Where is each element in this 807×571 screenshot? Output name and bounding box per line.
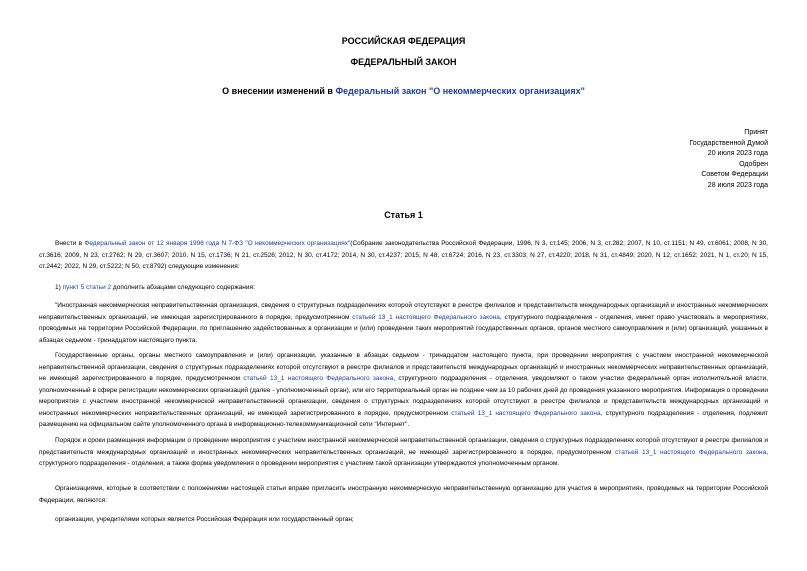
law-reference-link[interactable]: Федеральный закон от 12 января 1996 года N 7-ФЗ "О некоммерческих организациях" bbox=[84, 240, 351, 247]
approved-label: Одобрен bbox=[739, 160, 768, 168]
item-1: 1) пункт 5 статьи 2 дополнить абзацами следующего содержания: bbox=[55, 284, 255, 291]
law-title-link[interactable]: Федеральный закон "О некоммерческих организациях" bbox=[335, 86, 585, 96]
adoption-block bbox=[689, 128, 768, 191]
article-title: Статья 1 bbox=[384, 210, 423, 220]
paragraph-5: организации, учредителями которых является Российская Федерация или государственный орган; bbox=[55, 516, 354, 523]
paragraph-3-link[interactable]: статьей 13_1 настоящего Федерального закона bbox=[615, 448, 767, 456]
item-1-link[interactable]: пункт 5 статьи 2 bbox=[62, 284, 112, 291]
paragraph-1: "Иностранная некоммерческая неправительственная организация, сведения о структурных подразделениях которой отсутствуют в реестре филиалов и представительств международных организаций и иностранных некоммерческих неправительственных организаций, не имеющая зарегистрированного в порядке, предусмотренном статьей 13_1 настоящего Федерального закона, структурного подразделения - отделения, имеет право участвовать в мероприятиях, проводимых на территории Российской Федерации, по приглашению задействованных в организации и (или) проведении таких мероприятий государственных органов, органов местного самоуправления и (или) организаций, указанных в абзацах седьмом - тринадцатом настоящего пункта. bbox=[39, 302, 768, 344]
accepted-by: Государственной Думой bbox=[689, 139, 768, 147]
paragraph-4: Организациями, которые в соответствии с положениями настоящей статьи вправе пригласить иностранную некоммерческую неправительственную организацию для участия в мероприятиях, проводимых на территории Российской Федерации, являются: bbox=[39, 485, 768, 504]
law-title-prefix: О внесении изменений в bbox=[222, 86, 336, 96]
paragraph-2-link-2[interactable]: статьей 13_1 настоящего Федерального закона bbox=[451, 409, 601, 417]
approved-date: 28 июля 2023 года bbox=[707, 181, 768, 189]
paragraph-1-link[interactable]: статьей 13_1 настоящего Федерального закона bbox=[352, 313, 500, 321]
accepted-date: 20 июля 2023 года bbox=[707, 150, 768, 157]
paragraph-2: Государственные органы, органы местного самоуправления и (или) организации, указанные в абзацах седьмом - тринадцатом настоящего пункта, при проведении мероприятия с участием иностранной некоммерческой неправительственной организации, сведения о структурных подразделениях которой отсутствуют в реестре филиалов и представительств международных организаций и иностранных некоммерческих неправительственных организаций, не имеющей зарегистрированного в порядке, предусмотренном статьей 13_1 настоящего Федерального закона, структурного подразделения - отделения, уведомляют о таком участии федеральный орган исполнительной власти, уполномоченный в сфере регистрации некоммерческих организаций (далее - уполномоченный орган), или его территориальный орган не позднее чем за 10 рабочих дней до проведения указанного мероприятия. Информация о проведении мероприятия с участием иностранной некоммерческой неправительственной организации, сведения о структурных подразделениях которой отсутствуют в реестре филиалов и представительств международных организаций и иностранных некоммерческих неправительственных организаций, не имеющей зарегистрированного в порядке, предусмотренном статьей 13_1 настоящего Федерального закона, структурного подразделения - отделения, подлежит размещению на официальном сайте уполномоченного органа в информационно-телекоммуникационной сети "Интернет". bbox=[39, 352, 768, 428]
accepted-label: Принят bbox=[744, 129, 768, 136]
paragraph-3: Порядок и сроки размещения информации о проведении мероприятия с участием иностранной некоммерческой неправительственной организации, сведения о структурных подразделениях которой отсутствуют в реестре филиалов и представительств международных организаций и иностранных некоммерческих неправительственных организаций, не имеющей зарегистрированного в порядке, предусмотренном статьей 13_1 настоящего Федерального закона, структурного подразделения - отделения, а также форма уведомления о проведении мероприятия с участием такой организации утверждаются уполномоченным органом. bbox=[39, 437, 768, 467]
law-title bbox=[0, 86, 807, 96]
paragraph-2-link-1[interactable]: статьей 13_1 настоящего Федерального закона bbox=[243, 375, 394, 382]
country-heading: РОССИЙСКАЯ ФЕДЕРАЦИЯ bbox=[341, 36, 466, 46]
law-type-heading: ФЕДЕРАЛЬНЫЙ ЗАКОН bbox=[350, 57, 457, 67]
intro-paragraph: Внести в Федеральный закон от 12 января 1996 года N 7-ФЗ "О некоммерческих организациях"(Собрание законодательства Российской Федерации, 1996, N 3, ст.145; 2006, N 3, ст.282; 2007, N 10, ст.1151; N 49, ст.6061; 2008, N 30, ст.3616; 2009, N 23, ст.2762; N 29, ст.3607; 2010, N 15, ст.1736; N 21, ст.2526; 2012, N 30, ст.4172; 2014, N 30, ст.4237; 2015, N 48, ст.6724; 2016, N 23, ст.3303; N 27, ст.4220; 2018, N 31, ст.4849; 2020, N 12, ст.1652; 2021, N 1, ст.20; N 15, ст.2442; 2022, N 29, ст.5222; N 50, ст.8792) следующие изменения: bbox=[39, 240, 768, 270]
approved-by: Советом Федерации bbox=[701, 171, 768, 178]
